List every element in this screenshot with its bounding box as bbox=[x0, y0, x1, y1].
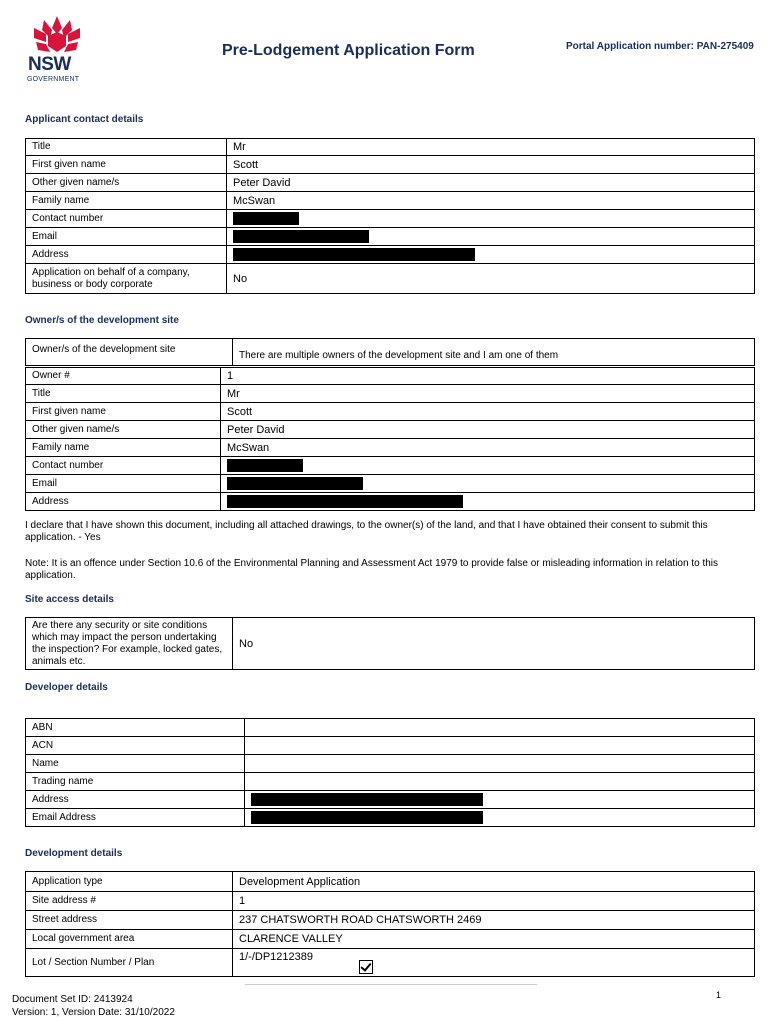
owner-consent-declaration: I declare that I have shown this document, including all attached drawings, to the owner(s) of the land, and that I have obtained their consent to submit this application. - Yes bbox=[25, 520, 708, 543]
row-label: Name bbox=[26, 755, 245, 773]
developer-table bbox=[25, 718, 755, 827]
row-label: Lot / Section Number / Plan bbox=[26, 949, 233, 977]
row-value: CLARENCE VALLEY bbox=[233, 930, 755, 949]
table-row bbox=[26, 791, 755, 809]
redacted-value bbox=[227, 210, 755, 228]
site-conditions-question: Are there any security or site conditions which may impact the person undertaking the inspection? For example, locked gates, animals etc. bbox=[26, 618, 233, 670]
offence-note: Note: It is an offence under Section 10.6 of the Environmental Planning and Assessment Act 1979 to provide false or misleading information in relation to this application. bbox=[25, 558, 719, 581]
redacted-value bbox=[221, 457, 755, 475]
page-number: 1 bbox=[716, 990, 722, 1000]
redacted-value bbox=[227, 228, 755, 246]
table-row bbox=[26, 174, 755, 192]
row-value bbox=[245, 719, 755, 737]
portal-application-number: Portal Application number: PAN-275409 bbox=[566, 41, 754, 52]
row-value bbox=[245, 737, 755, 755]
table-row bbox=[26, 618, 755, 670]
table-row bbox=[26, 156, 755, 174]
table-row bbox=[26, 339, 755, 366]
table-row bbox=[26, 439, 755, 457]
row-value: Mr bbox=[221, 385, 755, 403]
document-set-id: Document Set ID: 2413924 bbox=[12, 994, 133, 1005]
row-value: Peter David bbox=[221, 421, 755, 439]
row-label: Application on behalf of a company, business or body corporate bbox=[26, 264, 227, 294]
row-label: Other given name/s bbox=[26, 174, 227, 192]
row-label: Family name bbox=[26, 439, 221, 457]
waratah-icon bbox=[22, 14, 92, 54]
owners-heading: Owner/s of the development site bbox=[25, 315, 179, 326]
version-info: Version: 1, Version Date: 31/10/2022 bbox=[12, 1007, 175, 1018]
row-label: Trading name bbox=[26, 773, 245, 791]
redacted-value bbox=[221, 493, 755, 511]
table-row bbox=[26, 421, 755, 439]
row-label: Title bbox=[26, 139, 227, 156]
row-label: Contact number bbox=[26, 457, 221, 475]
development-table bbox=[25, 871, 755, 977]
lot-plan-cell bbox=[233, 949, 755, 977]
site-conditions-answer: No bbox=[233, 618, 755, 670]
row-value: There are multiple owners of the development site and I am one of them bbox=[233, 339, 755, 366]
row-value bbox=[245, 773, 755, 791]
row-label: Owner # bbox=[26, 368, 221, 385]
row-value: McSwan bbox=[227, 192, 755, 210]
row-label: Contact number bbox=[26, 210, 227, 228]
table-row bbox=[26, 493, 755, 511]
redaction-block bbox=[251, 811, 483, 824]
row-value: Scott bbox=[227, 156, 755, 174]
nsw-government-logo bbox=[22, 14, 92, 84]
row-label: Family name bbox=[26, 192, 227, 210]
row-value bbox=[245, 755, 755, 773]
row-value: 237 CHATSWORTH ROAD CHATSWORTH 2469 bbox=[233, 911, 755, 930]
developer-heading: Developer details bbox=[25, 682, 108, 693]
row-label: ACN bbox=[26, 737, 245, 755]
table-row bbox=[26, 192, 755, 210]
redacted-value bbox=[245, 791, 755, 809]
redaction-block bbox=[227, 495, 463, 508]
table-row bbox=[26, 719, 755, 737]
row-value: Scott bbox=[221, 403, 755, 421]
table-row bbox=[26, 872, 755, 892]
row-label: Address bbox=[26, 791, 245, 809]
row-label: Email Address bbox=[26, 809, 245, 827]
table-row bbox=[26, 773, 755, 791]
table-row bbox=[26, 210, 755, 228]
table-row bbox=[26, 911, 755, 930]
redacted-value bbox=[245, 809, 755, 827]
table-row bbox=[26, 737, 755, 755]
development-heading: Development details bbox=[25, 848, 123, 859]
site-access-table bbox=[25, 617, 755, 670]
redacted-value bbox=[227, 246, 755, 264]
footer-divider bbox=[245, 984, 537, 985]
table-row bbox=[26, 139, 755, 156]
table-row bbox=[26, 457, 755, 475]
table-row bbox=[26, 949, 755, 977]
row-label: Application type bbox=[26, 872, 233, 892]
row-label: Email bbox=[26, 475, 221, 493]
row-value: Peter David bbox=[227, 174, 755, 192]
row-label: Title bbox=[26, 385, 221, 403]
row-label: Other given name/s bbox=[26, 421, 221, 439]
applicant-heading: Applicant contact details bbox=[25, 114, 144, 125]
logo-nsw-text: NSW bbox=[28, 54, 71, 75]
redaction-block bbox=[227, 459, 303, 472]
row-label: Owner/s of the development site bbox=[26, 339, 233, 366]
row-label: Email bbox=[26, 228, 227, 246]
table-row bbox=[26, 228, 755, 246]
table-row bbox=[26, 368, 755, 385]
row-value: No bbox=[227, 264, 755, 294]
table-row bbox=[26, 246, 755, 264]
row-value: McSwan bbox=[221, 439, 755, 457]
logo-government-text: GOVERNMENT bbox=[27, 76, 80, 83]
applicant-table bbox=[25, 138, 755, 294]
row-value: 1 bbox=[233, 892, 755, 911]
row-label: Street address bbox=[26, 911, 233, 930]
redaction-block bbox=[233, 248, 475, 261]
table-row bbox=[26, 809, 755, 827]
row-label: Address bbox=[26, 246, 227, 264]
checkbox-checked-icon[interactable] bbox=[359, 960, 373, 974]
row-label: Local government area bbox=[26, 930, 233, 949]
row-value: Mr bbox=[227, 139, 755, 156]
row-label: Site address # bbox=[26, 892, 233, 911]
table-row bbox=[26, 930, 755, 949]
table-row bbox=[26, 385, 755, 403]
form-title: Pre-Lodgement Application Form bbox=[222, 42, 475, 59]
row-label: First given name bbox=[26, 156, 227, 174]
redaction-block bbox=[227, 477, 363, 490]
redaction-block bbox=[233, 212, 299, 225]
table-row bbox=[26, 892, 755, 911]
redaction-block bbox=[233, 230, 369, 243]
table-row bbox=[26, 403, 755, 421]
redacted-value bbox=[221, 475, 755, 493]
owner-table bbox=[25, 367, 755, 511]
row-value: 1 bbox=[221, 368, 755, 385]
redaction-block bbox=[251, 793, 483, 806]
row-label: First given name bbox=[26, 403, 221, 421]
table-row bbox=[26, 475, 755, 493]
row-label: Address bbox=[26, 493, 221, 511]
row-label: ABN bbox=[26, 719, 245, 737]
table-row bbox=[26, 755, 755, 773]
owners-summary-table bbox=[25, 338, 755, 366]
site-access-heading: Site access details bbox=[25, 594, 114, 605]
row-value: Development Application bbox=[233, 872, 755, 892]
table-row bbox=[26, 264, 755, 294]
row-value: 1/-/DP1212389 bbox=[239, 951, 313, 963]
